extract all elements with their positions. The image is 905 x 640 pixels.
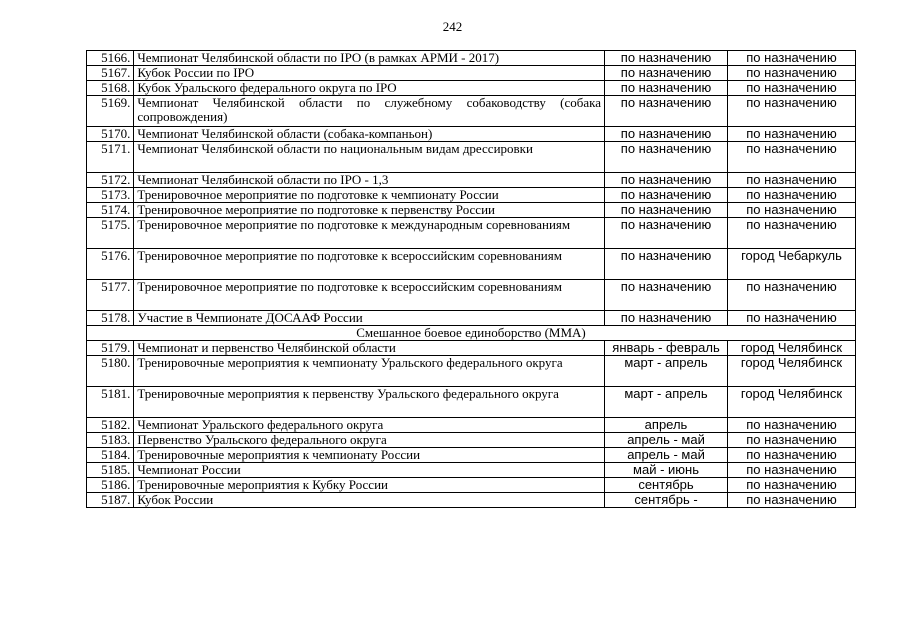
table-row (87, 66, 856, 81)
event-date: по назначению (605, 249, 728, 280)
event-date: март - апрель (605, 356, 728, 387)
events-table-body (87, 51, 856, 508)
table-row (87, 173, 856, 188)
table-row (87, 218, 856, 249)
event-name: Тренировочные мероприятия к Кубку России (134, 478, 605, 493)
event-date: по назначению (605, 173, 728, 188)
event-date: апрель - май (605, 448, 728, 463)
event-place: по назначению (727, 280, 855, 311)
event-date: сентябрь (605, 478, 728, 493)
event-number: 5186. (87, 478, 134, 493)
event-date: март - апрель (605, 387, 728, 418)
event-date: апрель (605, 418, 728, 433)
event-number: 5167. (87, 66, 134, 81)
section-header-row (87, 326, 856, 341)
event-number: 5185. (87, 463, 134, 478)
event-name: Чемпионат Челябинской области по IPO (в рамках АРМИ - 2017) (134, 51, 605, 66)
event-number: 5177. (87, 280, 134, 311)
event-number: 5184. (87, 448, 134, 463)
event-name: Кубок России (134, 493, 605, 508)
event-place: по назначению (727, 478, 855, 493)
event-number: 5178. (87, 311, 134, 326)
event-date: по назначению (605, 142, 728, 173)
event-place: город Челябинск (727, 387, 855, 418)
event-number: 5180. (87, 356, 134, 387)
table-row (87, 493, 856, 508)
event-place: по назначению (727, 81, 855, 96)
event-date: по назначению (605, 280, 728, 311)
event-name: Чемпионат Челябинской области по национальным видам дрессировки (134, 142, 605, 173)
table-row (87, 81, 856, 96)
table-row (87, 341, 856, 356)
event-number: 5174. (87, 203, 134, 218)
event-number: 5169. (87, 96, 134, 127)
event-name: Чемпионат Челябинской области по IPO - 1,3 (134, 173, 605, 188)
event-name: Тренировочное мероприятие по подготовке к первенству России (134, 203, 605, 218)
event-date: январь - февраль (605, 341, 728, 356)
page-number: 242 (442, 19, 463, 34)
event-date: апрель - май (605, 433, 728, 448)
event-place: по назначению (727, 127, 855, 142)
event-number: 5187. (87, 493, 134, 508)
event-date: по назначению (605, 311, 728, 326)
event-place: по назначению (727, 493, 855, 508)
event-place: по назначению (727, 418, 855, 433)
event-name: Чемпионат России (134, 463, 605, 478)
event-place: по назначению (727, 203, 855, 218)
event-number: 5176. (87, 249, 134, 280)
event-place: город Чебаркуль (727, 249, 855, 280)
table-row (87, 356, 856, 387)
event-number: 5182. (87, 418, 134, 433)
event-date: по назначению (605, 203, 728, 218)
event-name: Чемпионат Уральского федерального округа (134, 418, 605, 433)
event-place: по назначению (727, 433, 855, 448)
event-name: Первенство Уральского федерального округа (134, 433, 605, 448)
event-date: по назначению (605, 188, 728, 203)
event-name: Тренировочное мероприятие по подготовке к чемпионату России (134, 188, 605, 203)
event-number: 5183. (87, 433, 134, 448)
event-date: по назначению (605, 51, 728, 66)
event-name: Кубок Уральского федерального округа по IPO (134, 81, 605, 96)
event-place: по назначению (727, 96, 855, 127)
table-row (87, 387, 856, 418)
event-date: по назначению (605, 218, 728, 249)
table-row (87, 433, 856, 448)
table-row (87, 478, 856, 493)
table-row (87, 249, 856, 280)
event-name: Тренировочное мероприятие по подготовке к всероссийским соревнованиям (134, 280, 605, 311)
table-row (87, 127, 856, 142)
table-row (87, 448, 856, 463)
section-title: Смешанное боевое единоборство (ММА) (87, 326, 856, 341)
event-name: Чемпионат Челябинской области по служебному собаководству (собака сопровождения) (134, 96, 605, 127)
table-row (87, 463, 856, 478)
event-place: по назначению (727, 66, 855, 81)
event-date: по назначению (605, 96, 728, 127)
event-number: 5181. (87, 387, 134, 418)
event-place: город Челябинск (727, 356, 855, 387)
table-row (87, 51, 856, 66)
table-row (87, 96, 856, 127)
event-number: 5179. (87, 341, 134, 356)
event-name: Тренировочные мероприятия к первенству Уральского федерального округа (134, 387, 605, 418)
event-name: Чемпионат и первенство Челябинской области (134, 341, 605, 356)
event-place: по назначению (727, 142, 855, 173)
event-place: по назначению (727, 51, 855, 66)
table-row (87, 280, 856, 311)
event-place: по назначению (727, 311, 855, 326)
event-date: сентябрь - (605, 493, 728, 508)
event-name: Тренировочные мероприятия к чемпионату Уральского федерального округа (134, 356, 605, 387)
event-date: по назначению (605, 66, 728, 81)
event-number: 5172. (87, 173, 134, 188)
event-date: май - июнь (605, 463, 728, 478)
event-number: 5166. (87, 51, 134, 66)
event-date: по назначению (605, 127, 728, 142)
event-number: 5171. (87, 142, 134, 173)
event-name: Тренировочные мероприятия к чемпионату России (134, 448, 605, 463)
event-place: по назначению (727, 188, 855, 203)
table-row (87, 188, 856, 203)
event-date: по назначению (605, 81, 728, 96)
table-row (87, 418, 856, 433)
event-name: Чемпионат Челябинской области (собака-компаньон) (134, 127, 605, 142)
event-name: Тренировочное мероприятие по подготовке к международным соревнованиям (134, 218, 605, 249)
event-place: по назначению (727, 448, 855, 463)
event-place: по назначению (727, 218, 855, 249)
event-name: Участие в Чемпионате ДОСААФ России (134, 311, 605, 326)
event-place: город Челябинск (727, 341, 855, 356)
table-row (87, 311, 856, 326)
event-place: по назначению (727, 463, 855, 478)
table-row (87, 203, 856, 218)
event-number: 5175. (87, 218, 134, 249)
table-row (87, 142, 856, 173)
event-number: 5170. (87, 127, 134, 142)
event-name: Кубок России по IPO (134, 66, 605, 81)
events-table (86, 50, 856, 508)
event-name: Тренировочное мероприятие по подготовке к всероссийским соревнованиям (134, 249, 605, 280)
event-number: 5168. (87, 81, 134, 96)
event-number: 5173. (87, 188, 134, 203)
event-place: по назначению (727, 173, 855, 188)
